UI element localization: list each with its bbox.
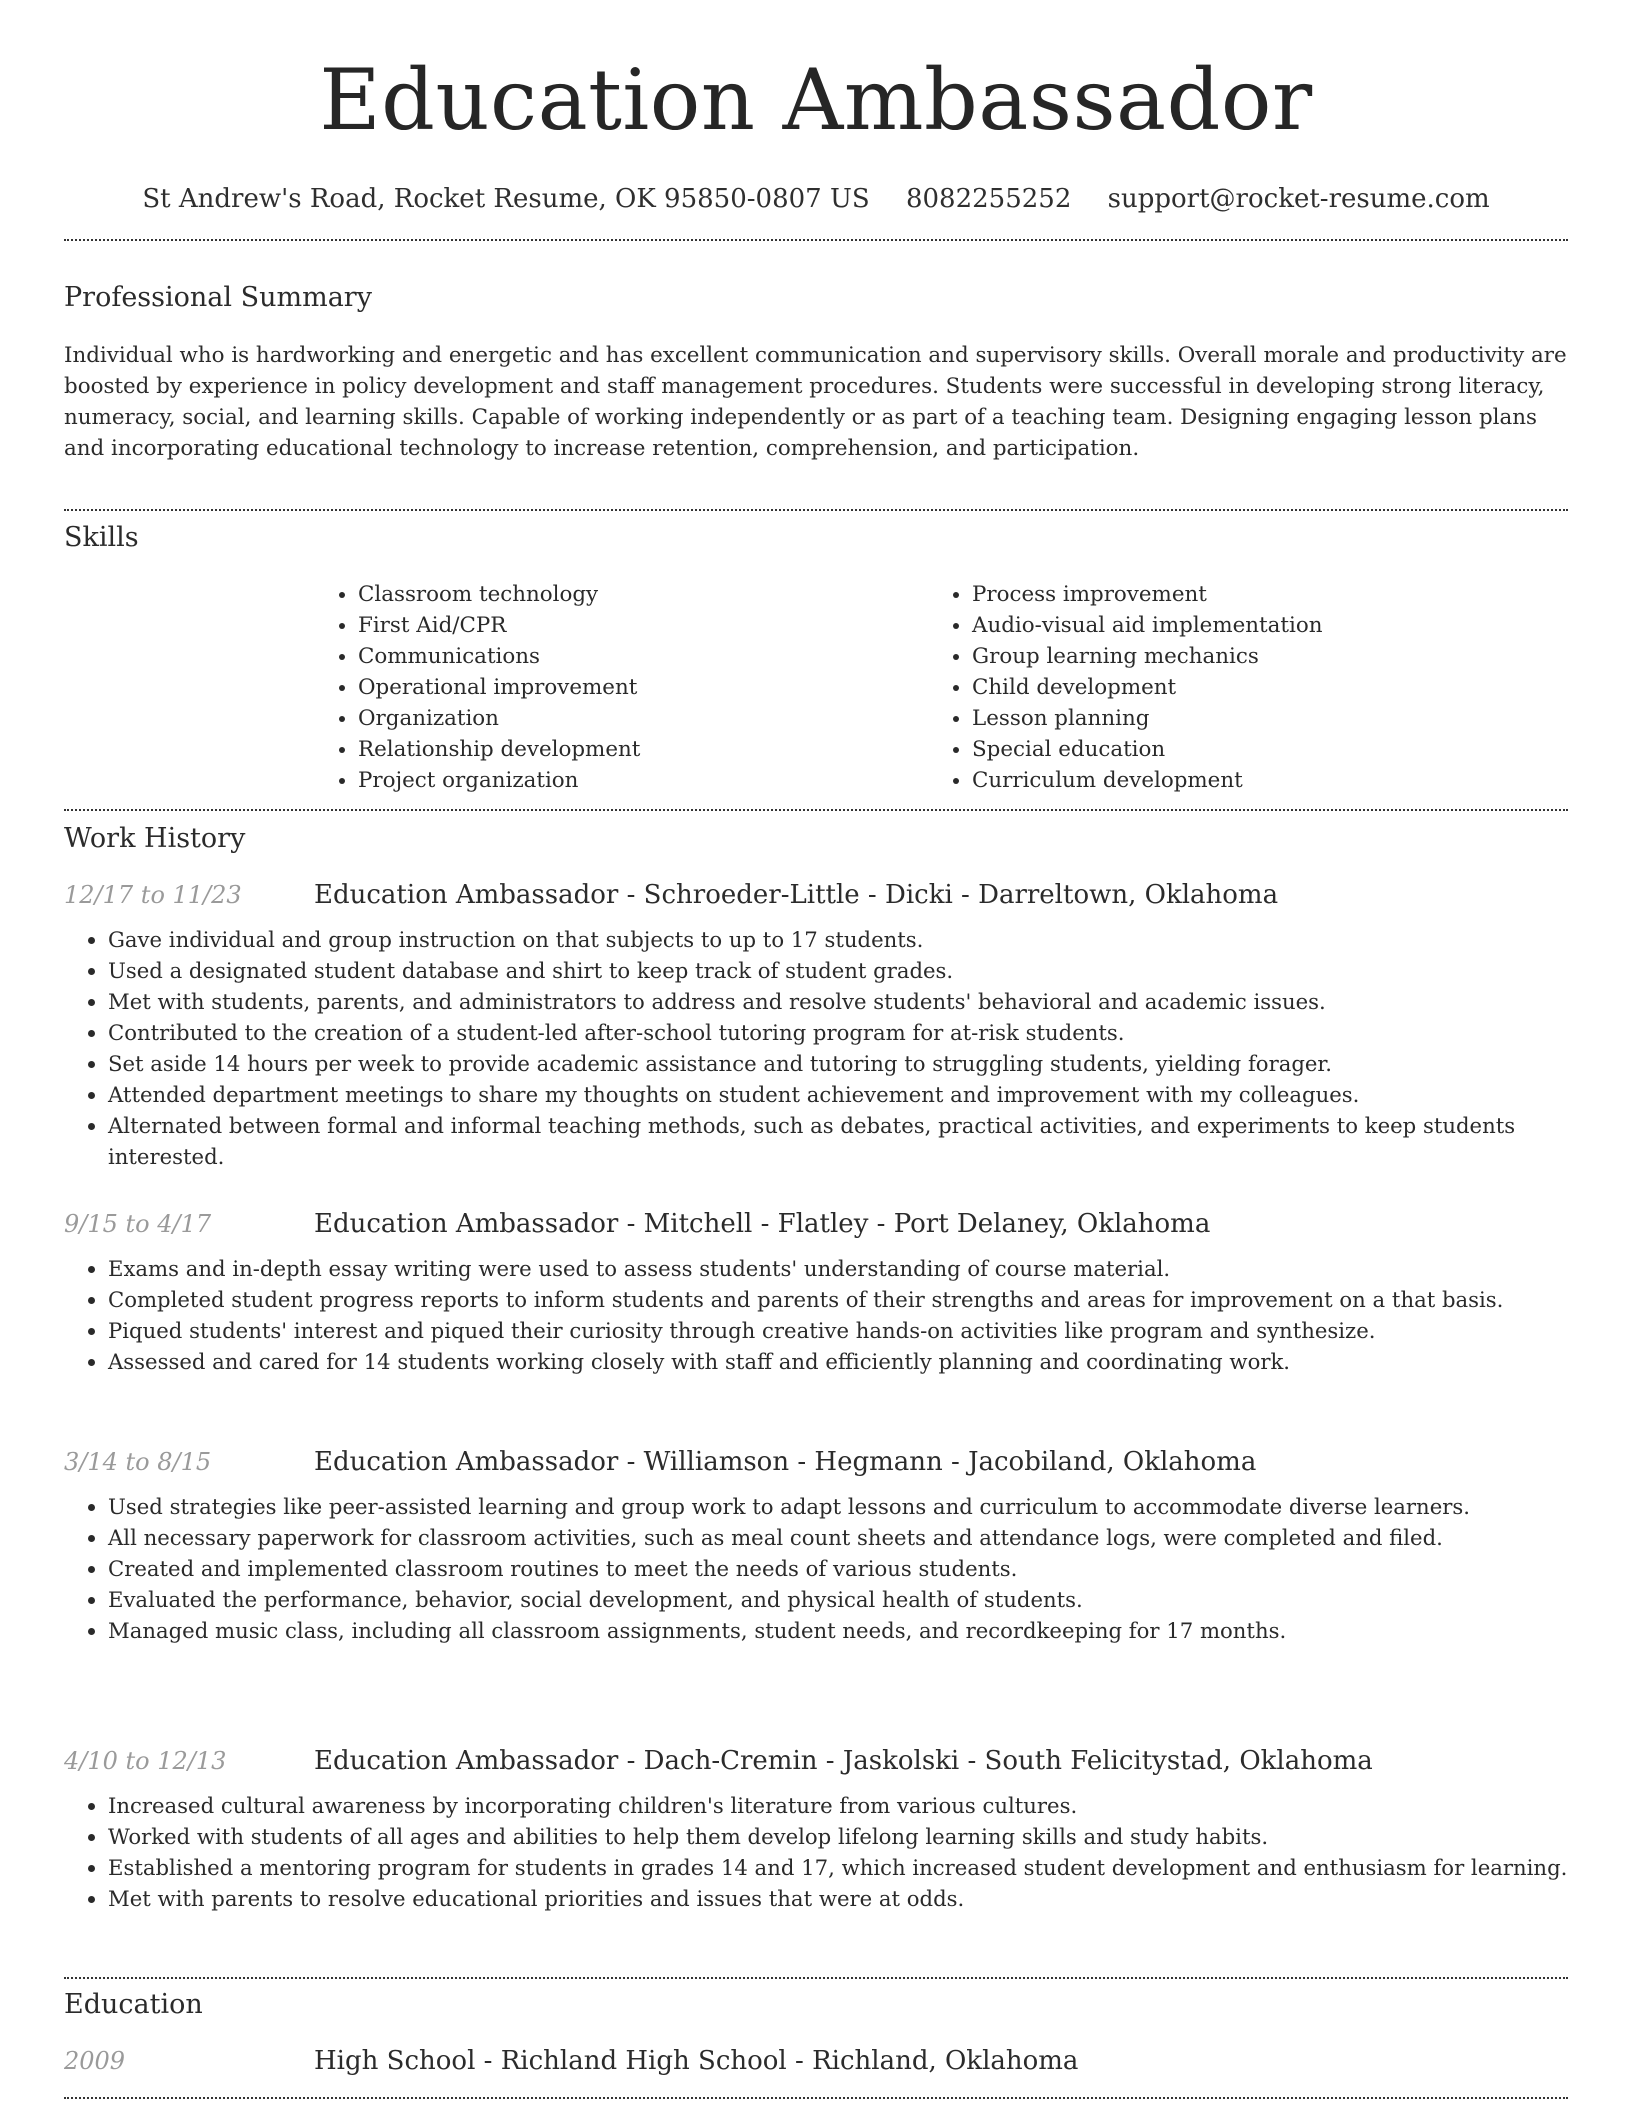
job-bullets bbox=[64, 1790, 1568, 1914]
skill-item: • Operational improvement bbox=[358, 672, 928, 703]
job-bullet: • Met with students, parents, and administrators to address and resolve students' behavioral and academic issues. bbox=[108, 986, 1568, 1017]
summary-title: Professional Summary bbox=[64, 282, 372, 313]
skill-item: • Special education bbox=[972, 734, 1542, 765]
job-bullet: • Attended department meetings to share my thoughts on student achievement and improvement with my colleagues. bbox=[108, 1079, 1568, 1110]
education-year: 2009 bbox=[64, 2047, 126, 2075]
job-bullet: • Assessed and cared for 14 students working closely with staff and efficiently planning and coordinating work. bbox=[108, 1346, 1568, 1377]
contact-address: St Andrew's Road, Rocket Resume, OK 95850-0807 US bbox=[142, 184, 870, 214]
job-bullet: • Established a mentoring program for students in grades 14 and 17, which increased student development and enthusiasm for learning. bbox=[108, 1852, 1568, 1883]
job-bullet: • Alternated between formal and informal teaching methods, such as debates, practical activities, and experiments to keep students interested. bbox=[108, 1110, 1568, 1172]
section-divider bbox=[64, 809, 1568, 811]
job-dates: 9/15 to 4/17 bbox=[64, 1210, 212, 1238]
job-bullet: • Set aside 14 hours per week to provide academic assistance and tutoring to struggling students, yielding forager. bbox=[108, 1048, 1568, 1079]
education-title: Education bbox=[64, 1989, 203, 2020]
skill-item: • Project organization bbox=[358, 765, 928, 796]
job-bullet: • Used strategies like peer-assisted learning and group work to adapt lessons and curriculum to accommodate diverse learners. bbox=[108, 1491, 1568, 1522]
job-bullet: • Contributed to the creation of a student-led after-school tutoring program for at-risk students. bbox=[108, 1017, 1568, 1048]
section-divider bbox=[64, 509, 1568, 511]
education-header bbox=[64, 2046, 1568, 2076]
section-divider bbox=[64, 239, 1568, 241]
job-entry bbox=[64, 880, 1568, 1172]
skill-item: • Child development bbox=[972, 672, 1542, 703]
job-bullet: • Gave individual and group instruction on that subjects to up to 17 students. bbox=[108, 924, 1568, 955]
job-entry bbox=[64, 1209, 1568, 1377]
contact-phone: 8082255252 bbox=[905, 184, 1072, 214]
skills-column-left bbox=[314, 579, 928, 796]
contact-line bbox=[64, 184, 1568, 214]
job-header bbox=[64, 1209, 1568, 1239]
job-heading: Education Ambassador - Dach-Cremin - Jaskolski - South Felicitystad, Oklahoma bbox=[314, 1746, 1373, 1776]
job-header bbox=[64, 1746, 1568, 1776]
job-heading: Education Ambassador - Schroeder-Little - Dicki - Darreltown, Oklahoma bbox=[314, 880, 1279, 910]
skill-item: • Curriculum development bbox=[972, 765, 1542, 796]
skills-list bbox=[314, 579, 1568, 796]
job-bullet: • Completed student progress reports to inform students and parents of their strengths and areas for improvement on a that basis. bbox=[108, 1284, 1568, 1315]
job-bullets bbox=[64, 1253, 1568, 1377]
skills-section bbox=[64, 579, 1568, 796]
job-bullet: • Increased cultural awareness by incorporating children's literature from various cultures. bbox=[108, 1790, 1568, 1821]
job-header bbox=[64, 1447, 1568, 1477]
job-bullets bbox=[64, 1491, 1568, 1646]
section-divider bbox=[64, 1977, 1568, 1979]
job-heading: Education Ambassador - Mitchell - Flatley - Port Delaney, Oklahoma bbox=[314, 1209, 1211, 1239]
skill-item: • Classroom technology bbox=[358, 579, 928, 610]
contact-email: support@rocket-resume.com bbox=[1107, 184, 1490, 214]
skill-item: • Audio-visual aid implementation bbox=[972, 610, 1542, 641]
job-bullet: • Created and implemented classroom routines to meet the needs of various students. bbox=[108, 1553, 1568, 1584]
job-entry bbox=[64, 1447, 1568, 1646]
skill-item: • Organization bbox=[358, 703, 928, 734]
education-entry bbox=[64, 2046, 1568, 2076]
skill-item: • Group learning mechanics bbox=[972, 641, 1542, 672]
job-dates: 3/14 to 8/15 bbox=[64, 1448, 212, 1476]
section-divider bbox=[64, 2097, 1568, 2099]
skill-item: • First Aid/CPR bbox=[358, 610, 928, 641]
job-heading: Education Ambassador - Williamson - Hegmann - Jacobiland, Oklahoma bbox=[314, 1447, 1257, 1477]
job-bullet: • Evaluated the performance, behavior, social development, and physical health of students. bbox=[108, 1584, 1568, 1615]
job-bullet: • Exams and in-depth essay writing were used to assess students' understanding of course material. bbox=[108, 1253, 1568, 1284]
job-entry bbox=[64, 1746, 1568, 1914]
skill-item: • Relationship development bbox=[358, 734, 928, 765]
job-bullet: • Piqued students' interest and piqued their curiosity through creative hands-on activities like program and synthesize. bbox=[108, 1315, 1568, 1346]
job-bullets bbox=[64, 924, 1568, 1172]
skill-item: • Lesson planning bbox=[972, 703, 1542, 734]
resume-name: Education Ambassador bbox=[319, 51, 1313, 149]
skills-title: Skills bbox=[64, 522, 139, 553]
skills-column-right bbox=[928, 579, 1542, 796]
job-bullet: • Used a designated student database and shirt to keep track of student grades. bbox=[108, 955, 1568, 986]
job-bullet: • Worked with students of all ages and abilities to help them develop lifelong learning skills and study habits. bbox=[108, 1821, 1568, 1852]
job-header bbox=[64, 880, 1568, 910]
work-history-title: Work History bbox=[64, 823, 246, 854]
education-heading: High School - Richland High School - Richland, Oklahoma bbox=[314, 2046, 1079, 2076]
summary-section bbox=[64, 340, 1568, 464]
summary-text: Individual who is hardworking and energetic and has excellent communication and supervisory skills. Overall morale and productivity are boosted by experience in policy development and staff management procedures. Students were successful in developing strong literacy, numeracy, social, and learning skills. Capable of working independently or as part of a teaching team. Designing engaging lesson plans and incorporating educational technology to increase retention, comprehension, and participation. bbox=[64, 343, 1567, 461]
job-bullet: • Managed music class, including all classroom assignments, student needs, and recordkeeping for 17 months. bbox=[108, 1615, 1568, 1646]
skill-item: • Communications bbox=[358, 641, 928, 672]
job-dates: 4/10 to 12/13 bbox=[64, 1747, 227, 1775]
job-bullet: • Met with parents to resolve educational priorities and issues that were at odds. bbox=[108, 1883, 1568, 1914]
skill-item: • Process improvement bbox=[972, 579, 1542, 610]
job-dates: 12/17 to 11/23 bbox=[64, 881, 242, 909]
job-bullet: • All necessary paperwork for classroom activities, such as meal count sheets and attendance logs, were completed and filed. bbox=[108, 1522, 1568, 1553]
